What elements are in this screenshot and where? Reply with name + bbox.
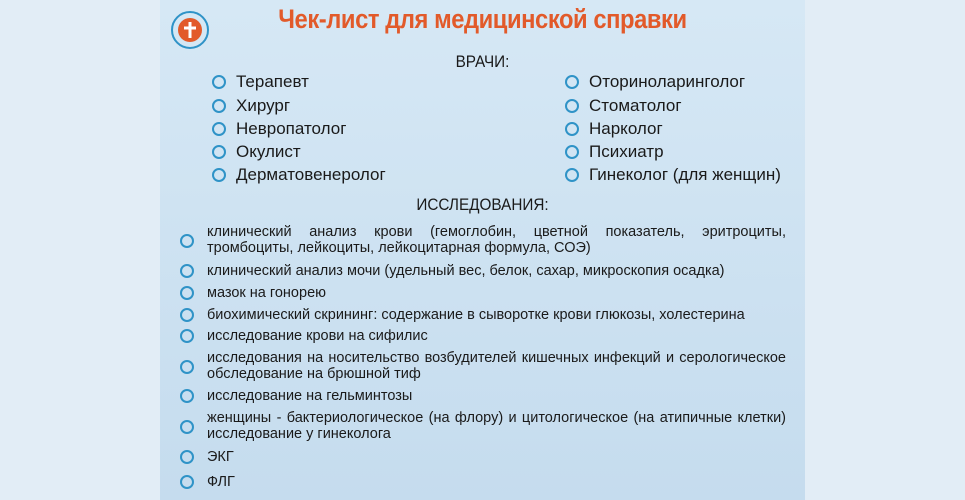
doctor-item[interactable]: Окулист (212, 140, 301, 164)
research-item[interactable]: ЭКГ (180, 449, 786, 467)
checkbox-circle-icon[interactable] (565, 99, 579, 113)
research-item[interactable]: исследование на гельминтозы (180, 388, 786, 406)
checkbox-circle-icon[interactable] (180, 475, 194, 489)
doctor-item[interactable]: Невропатолог (212, 117, 346, 141)
checklist-poster (160, 0, 805, 500)
checkbox-circle-icon[interactable] (180, 329, 194, 343)
checkbox-circle-icon[interactable] (180, 450, 194, 464)
checkbox-circle-icon[interactable] (180, 308, 194, 322)
doctor-item[interactable]: Хирург (212, 94, 290, 118)
doctor-item[interactable]: Стоматолог (565, 94, 682, 118)
research-item[interactable]: ФЛГ (180, 474, 786, 492)
checkbox-circle-icon[interactable] (180, 234, 194, 248)
checkbox-circle-icon[interactable] (565, 168, 579, 182)
doctor-item[interactable]: Терапевт (212, 70, 309, 94)
research-heading: ИССЛЕДОВАНИЯ: (416, 195, 549, 214)
page-title: Чек-лист для медицинской справки (278, 4, 687, 34)
research-item[interactable]: клинический анализ крови (гемоглобин, цветной показатель, эритроциты, тромбоциты, лейкоциты, лейкоцитарная формула, СОЭ) (180, 224, 786, 258)
doctor-item[interactable]: Оториноларинголог (565, 70, 745, 94)
doctor-item[interactable]: Нарколог (565, 117, 663, 141)
doctors-heading: ВРАЧИ: (455, 52, 510, 71)
checkbox-circle-icon[interactable] (180, 286, 194, 300)
checkbox-circle-icon[interactable] (212, 145, 226, 159)
checkbox-circle-icon[interactable] (565, 145, 579, 159)
checkbox-circle-icon[interactable] (212, 99, 226, 113)
checkbox-circle-icon[interactable] (212, 122, 226, 136)
checkbox-circle-icon[interactable] (180, 420, 194, 434)
doctor-item[interactable]: Дерматовенеролог (212, 163, 386, 187)
checkbox-circle-icon[interactable] (180, 360, 194, 374)
research-item[interactable]: клинический анализ мочи (удельный вес, белок, сахар, микроскопия осадка) (180, 263, 786, 281)
checkbox-circle-icon[interactable] (565, 75, 579, 89)
checkbox-circle-icon[interactable] (212, 168, 226, 182)
research-item[interactable]: исследования на носительство возбудителей кишечных инфекций и серологическое обследование на брюшной тиф (180, 350, 786, 384)
research-item[interactable]: мазок на гонорею (180, 285, 786, 303)
checkbox-circle-icon[interactable] (180, 389, 194, 403)
checkbox-circle-icon[interactable] (565, 122, 579, 136)
doctor-item[interactable]: Психиатр (565, 140, 664, 164)
checkbox-circle-icon[interactable] (212, 75, 226, 89)
research-item[interactable]: биохимический скрининг: содержание в сыворотке крови глюкозы, холестерина (180, 307, 786, 325)
research-item[interactable]: исследование крови на сифилис (180, 328, 786, 346)
doctor-item[interactable]: Гинеколог (для женщин) (565, 163, 781, 187)
research-item[interactable]: женщины - бактериологическое (на флору) и цитологическое (на атипичные клетки) исследование у гинеколога (180, 410, 786, 444)
checkbox-circle-icon[interactable] (180, 264, 194, 278)
